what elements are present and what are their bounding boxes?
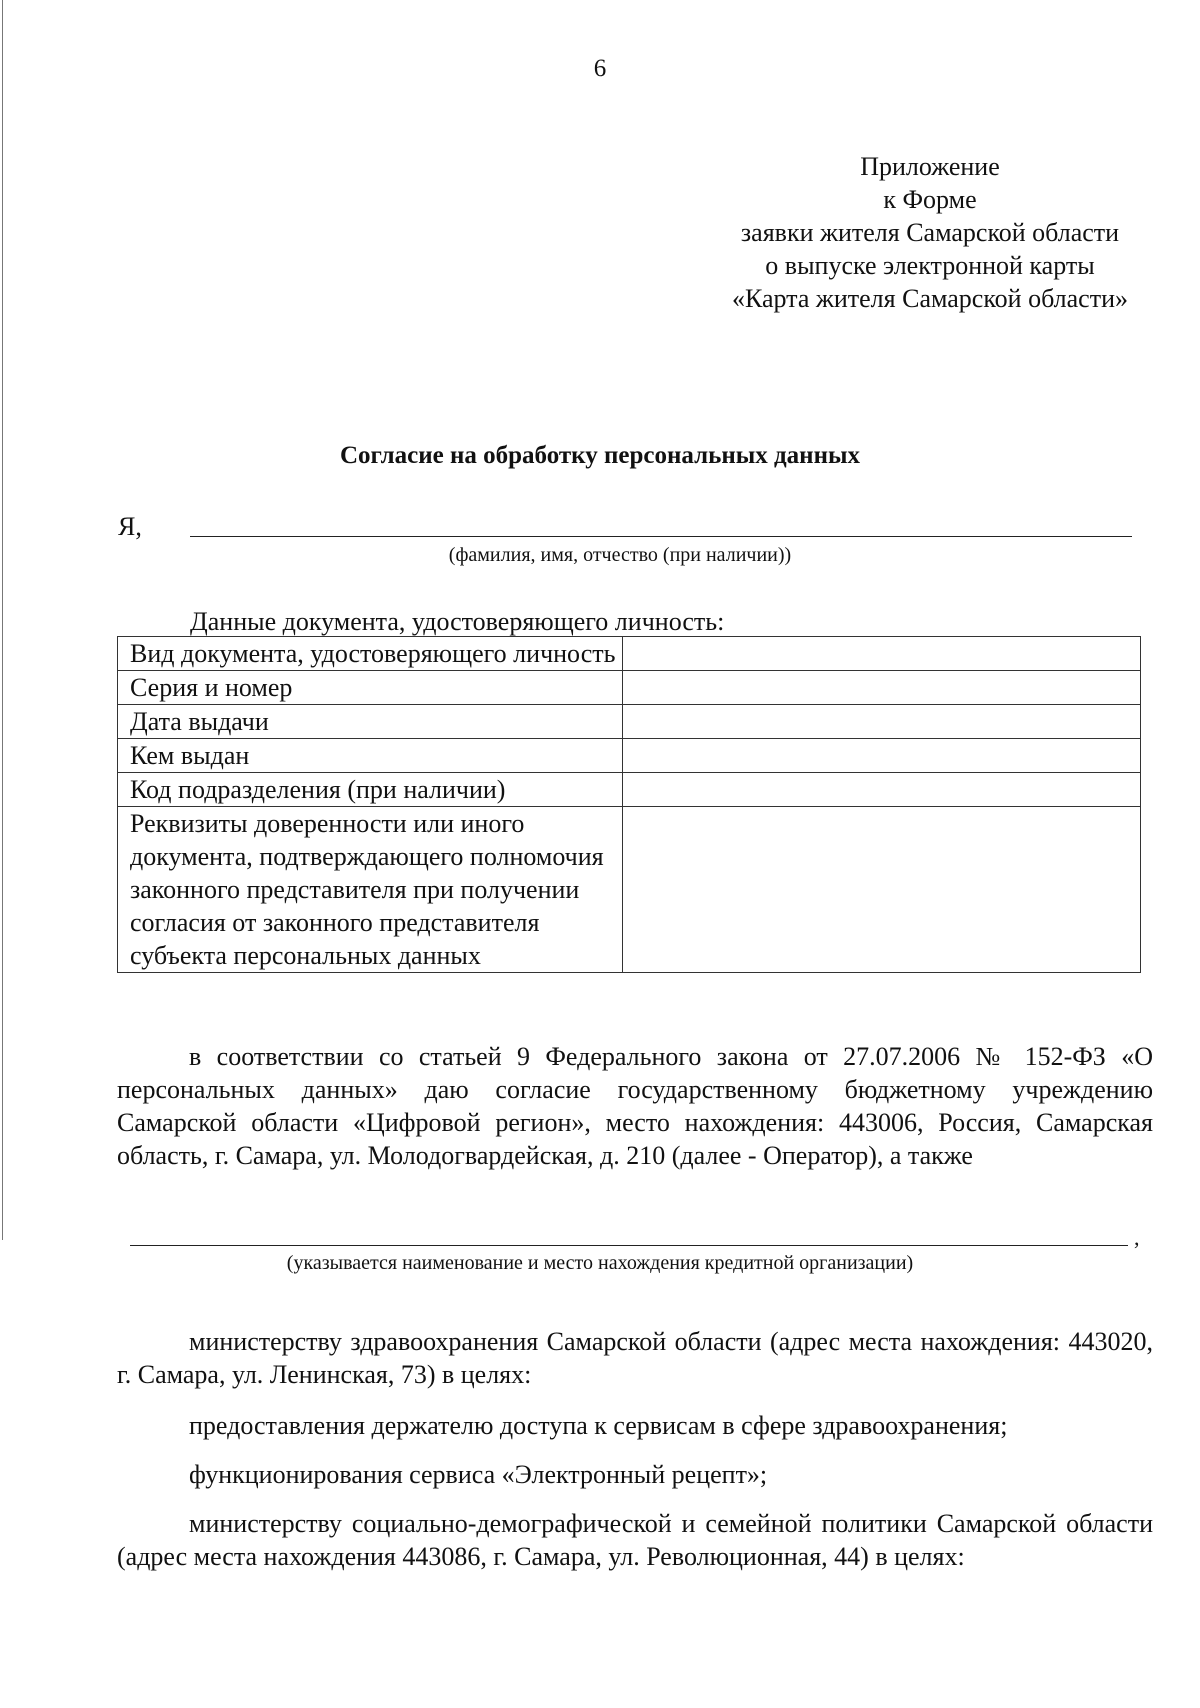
name-fill-line[interactable]	[190, 536, 1132, 537]
table-row	[118, 637, 1141, 671]
social-ministry-text: министерству социально-демографической и семейной политики Самарской области (адрес места нахождения 443086, г. Самара, ул. Революционная, 44) в целях:	[117, 1509, 1153, 1571]
row-label: Код подразделения (при наличии)	[118, 773, 623, 807]
purpose-line	[117, 1409, 1153, 1442]
scan-edge-line	[2, 0, 3, 1240]
row-value[interactable]	[623, 705, 1141, 739]
appendix-heading	[690, 150, 1170, 315]
purpose-line	[117, 1458, 1153, 1491]
table-row	[118, 671, 1141, 705]
row-label: Вид документа, удостоверяющего личность	[118, 637, 623, 671]
table-row	[118, 807, 1141, 973]
row-label: Реквизиты доверенности или иного документа, подтверждающего полномочия законного представителя при получении согласия от законного представителя субъекта персональных данных	[118, 807, 623, 973]
row-value[interactable]	[623, 637, 1141, 671]
appendix-line: Приложение	[860, 152, 1000, 181]
credit-org-fill-line[interactable]	[130, 1245, 1128, 1246]
consent-paragraph	[117, 1040, 1153, 1172]
appendix-line: заявки жителя Самарской области	[740, 218, 1120, 247]
table-row	[118, 739, 1141, 773]
social-ministry-paragraph	[117, 1507, 1153, 1573]
purpose-text: функционирования сервиса «Электронный рецепт»;	[189, 1460, 768, 1489]
appendix-line: к Форме	[883, 185, 977, 214]
doc-data-label: Данные документа, удостоверяющего личность:	[190, 607, 725, 636]
ya-prefix: Я,	[118, 512, 142, 541]
credit-org-hint: (указывается наименование и место нахождения кредитной организации)	[286, 1252, 914, 1274]
appendix-line: о выпуске электронной карты	[765, 251, 1095, 280]
org-comma: ,	[1134, 1225, 1140, 1250]
purpose-text: предоставления держателю доступа к сервисам в сфере здравоохранения;	[189, 1411, 1008, 1440]
row-value[interactable]	[623, 773, 1141, 807]
row-label: Серия и номер	[118, 671, 623, 705]
consent-text: в соответствии со статьей 9 Федерального закона от 27.07.2006 № 152-ФЗ «О персональных данных» даю согласие государственному бюджетному учреждению Самарской области «Цифровой регион», место нахождения: 443006, Россия, Самарская область, г. Самара, ул. Молодогвардейская, д. 210 (далее - Оператор), а также	[117, 1042, 1153, 1170]
page-number: 6	[593, 55, 607, 82]
health-ministry-paragraph	[117, 1325, 1153, 1391]
appendix-line: «Карта жителя Самарской области»	[731, 284, 1128, 313]
name-hint: (фамилия, имя, отчество (при наличии))	[448, 544, 792, 566]
row-value[interactable]	[623, 807, 1141, 973]
identity-document-table	[117, 636, 1141, 973]
health-ministry-text: министерству здравоохранения Самарской области (адрес места нахождения: 443020, г. Самара, ул. Ленинская, 73) в целях:	[117, 1327, 1153, 1389]
row-value[interactable]	[623, 739, 1141, 773]
row-label: Кем выдан	[118, 739, 623, 773]
table-row	[118, 773, 1141, 807]
table-row	[118, 705, 1141, 739]
row-label: Дата выдачи	[118, 705, 623, 739]
row-value[interactable]	[623, 671, 1141, 705]
document-title: Согласие на обработку персональных данных	[339, 442, 860, 469]
